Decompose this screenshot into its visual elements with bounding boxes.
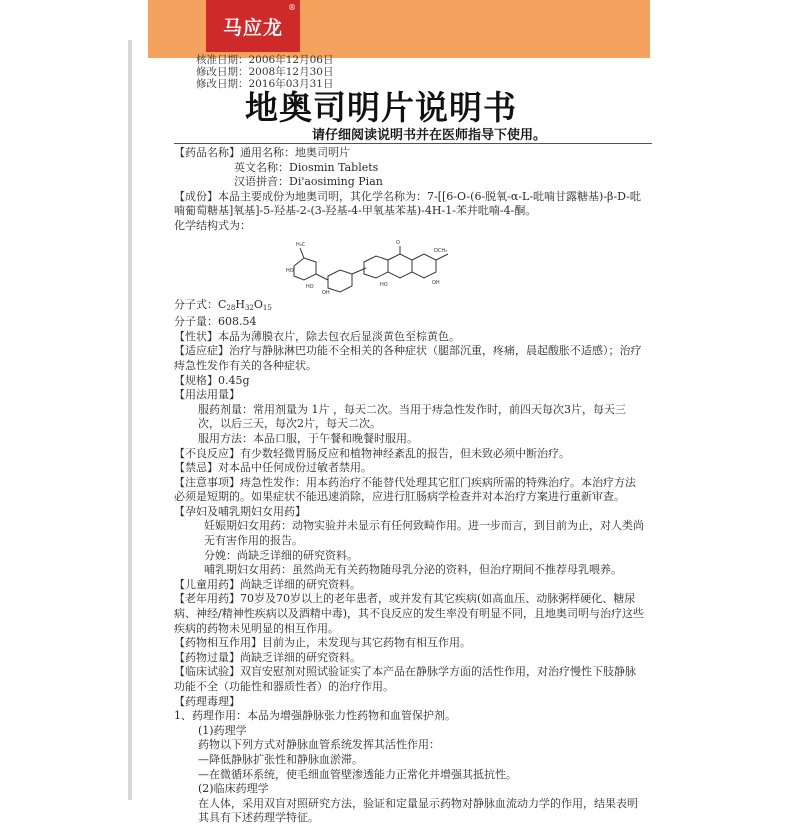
brand-logo <box>206 0 300 52</box>
divider <box>174 143 652 144</box>
svg-text:O: O <box>396 239 400 246</box>
overdose: 【药物过量】尚缺乏详细的研究资料。 <box>174 650 361 664</box>
pharmacology-action: 1、药理作用：本品为增强静脉张力性药物和血管保护剂。 <box>174 709 456 723</box>
pregnancy-use: 妊娠期妇女用药：动物实验并未显示有任何致畸作用。进一步而言，到目前为止，对人类尚无有害作用的报告。 <box>204 519 644 548</box>
page-title: 地奥司明片说明书 <box>245 88 517 127</box>
page-edge <box>128 40 132 800</box>
registered-mark: ® <box>288 3 296 12</box>
pharmacology-subheading: (1)药理学 <box>198 723 247 737</box>
svg-text:OCH₃: OCH₃ <box>434 247 448 254</box>
clinical-trials: 【临床试验】双盲安慰剂对照试验证实了本产品在静脉学方面的活性作用，对治疗慢性下肢静脉功能不全（功能性和器质性者）的治疗作用。 <box>174 665 636 693</box>
pharmacology-text: 药物以下列方式对静脉血管系统发挥其活性作用： <box>198 738 440 752</box>
english-name: 英文名称：Diosmin Tablets <box>234 160 379 174</box>
pharmacology-point: —在微循环系统，使毛细血管壁渗透能力正常化并增强其抵抗性。 <box>198 767 517 781</box>
usage-method: 服用方法：本品口服，于午餐和晚餐时服用。 <box>198 431 418 445</box>
svg-text:HO: HO <box>286 267 294 274</box>
structure-label: 化学结构式为： <box>174 218 251 232</box>
character: 【性状】本品为薄膜衣片，除去包衣后显淡黄色至棕黄色。 <box>174 329 460 343</box>
delivery-note: 分娩：尚缺乏详细的研究资料。 <box>204 548 358 562</box>
molecular-weight: 分子量：608.54 <box>174 315 257 329</box>
document-body <box>174 146 644 826</box>
clinical-pharmacology-text: 在人体，采用双盲对照研究方法，验证和定量显示药物对静脉血流动力学的作用，结果表明其具有下述药理学特征。 <box>198 796 638 825</box>
svg-text:OH: OH <box>432 279 440 286</box>
approval-date: 核准日期：2006年12月06日 <box>196 54 334 66</box>
usage-heading: 【用法用量】 <box>174 388 240 402</box>
contraindications: 【禁忌】对本品中任何成份过敏者禁用。 <box>174 461 372 475</box>
revision-date: 修改日期：2016年03月31日 <box>196 78 334 90</box>
precautions: 【注意事项】痔急性发作：用本药治疗不能替代处理其它肛门疾病所需的特殊治疗。本治疗方法必须是短期的。如果症状不能迅速消除，应进行肛肠病学检查并对本治疗方案进行重新审查。 <box>174 475 636 504</box>
page-subtitle: 请仔细阅读说明书并在医师指导下使用。 <box>312 128 547 143</box>
composition: 【成份】本品主要成份为地奥司明，其化学名称为：7-[[6-O-(6-脱氧-α-L-吡喃甘露糖基)-β-D-吡喃葡萄糖基]氧基]-5-羟基-2-(3-羟基-4-甲氧基苯基)-4H-1-苯并吡喃-4-酮。 <box>174 189 641 218</box>
specification: 【规格】0.45g <box>174 373 250 387</box>
molecular-formula: 分子式：$C_{28}H_{32}O_{15}$ <box>174 297 272 312</box>
svg-text:OH: OH <box>322 289 330 296</box>
chemical-structure <box>284 236 454 296</box>
drug-name: 【药品名称】通用名称：地奥司明片 <box>174 146 350 159</box>
revision-date: 修改日期：2008年12月30日 <box>196 66 334 78</box>
geriatric-use: 【老年用药】70岁及70岁以上的老年患者，或并发有其它疾病(如高血压、动脉粥样硬化、糖尿病、神经/精神性疾病以及酒精中毒)，其不良反应的发生率没有明显不同，且地奥司明与治疗这些疾病的药物未见明显的相互作用。 <box>174 592 644 635</box>
pregnancy-heading: 【孕妇及哺乳期妇女用药】 <box>174 504 306 518</box>
brand-name: 马应龙 <box>222 16 283 39</box>
lactation-use: 哺乳期妇女用药：虽然尚无有关药物随母乳分泌的资料，但治疗期间不推荐母乳喂养。 <box>204 563 622 577</box>
pinyin-name: 汉语拼音：Di'aosiming Pian <box>234 175 383 189</box>
svg-text:HO: HO <box>380 281 388 288</box>
pharmacology-point: —降低静脉扩张性和静脉血淤滞。 <box>198 752 363 766</box>
clinical-pharmacology-subheading: (2)临床药理学 <box>198 782 269 796</box>
svg-text:H₃C: H₃C <box>296 241 306 248</box>
indication: 【适应症】治疗与静脉淋巴功能不全相关的各种症状（腿部沉重，疼痛，晨起酸胀不适感）；治疗痔急性发作有关的各种症状。 <box>174 344 642 372</box>
svg-text:HO: HO <box>306 283 314 290</box>
pediatric-use: 【儿童用药】尚缺乏详细的研究资料。 <box>174 577 361 591</box>
adverse-reactions: 【不良反应】有少数轻微胃肠反应和植物神经紊乱的报告，但未致必须中断治疗。 <box>174 446 570 460</box>
pharmacology-heading: 【药理毒理】 <box>174 694 240 708</box>
drug-interactions: 【药物相互作用】目前为止，未发现与其它药物有相互作用。 <box>174 636 471 650</box>
usage-dosage: 服药剂量：常用剂量为 1片 ，每天二次。当用于痔急性发作时，前四天每次3片，每天三次，以后三天，每次2片，每天二次。 <box>198 402 626 431</box>
